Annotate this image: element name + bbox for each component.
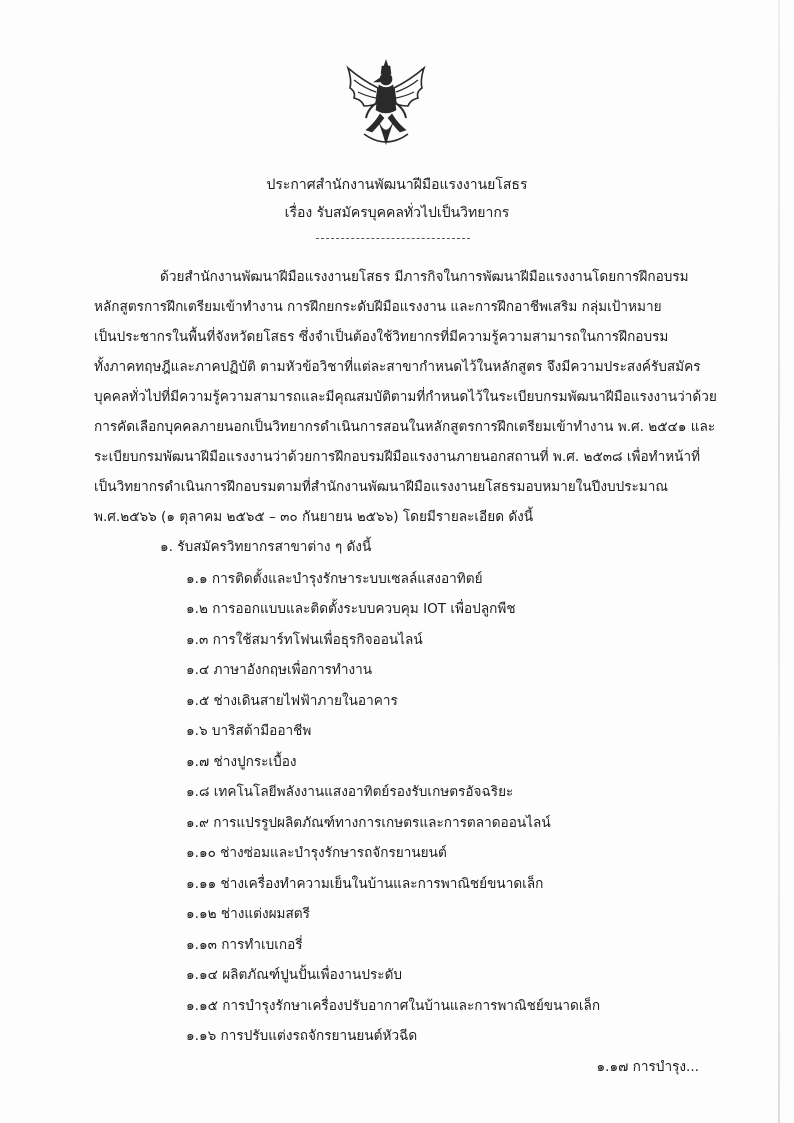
paragraph-line-8: เป็นวิทยากรดำเนินการฝึกอบรมตามที่สำนักงานพัฒนาฝีมือแรงงานยโสธรมอบหมายในปีงบประมาณ	[94, 479, 669, 495]
list-item: ๑.๑ การติดตั้งและบำรุงรักษาระบบเซลล์แสงอาทิตย์	[186, 571, 483, 587]
list-item: ๑.๑๔ ผลิตภัณฑ์ปูนปั้นเพื่องานประดับ	[186, 967, 403, 983]
section-1-heading: ๑. รับสมัครวิทยากรสาขาต่าง ๆ ดังนี้	[160, 539, 372, 555]
title-divider	[316, 238, 470, 239]
list-item: ๑.๗ ช่างปูกระเบื้อง	[186, 754, 297, 770]
announcement-title: ประกาศสำนักงานพัฒนาฝีมือแรงงานยโสธร	[266, 177, 528, 193]
paragraph-line-2: หลักสูตรการฝึกเตรียมเข้าทำงาน การฝึกยกระดับฝีมือแรงงาน และการฝึกอาชีพเสริม กลุ่มเป้าหมาย	[94, 299, 662, 315]
paragraph-line-4: ทั้งภาคทฤษฎีและภาคปฏิบัติ ตามหัวข้อวิชาที่แต่ละสาขากำหนดไว้ในหลักสูตร จึงมีความประสงค์รับสมัคร	[94, 359, 701, 375]
list-item: ๑.๓ การใช้สมาร์ทโฟนเพื่อธุรกิจออนไลน์	[186, 632, 423, 648]
list-item: ๑.๑๓ การทำเบเกอรี่	[186, 937, 303, 953]
list-item: ๑.๑๒ ช่างแต่งผมสตรี	[186, 906, 310, 922]
list-item: ๑.๑๑ ช่างเครื่องทำความเย็นในบ้านและการพาณิชย์ขนาดเล็ก	[186, 876, 544, 892]
paragraph-line-6: การคัดเลือกบุคคลภายนอกเป็นวิทยากรดำเนินการสอนในหลักสูตรการฝึกเตรียมเข้าทำงาน พ.ศ. ๒๕๔๑ และ	[94, 419, 716, 435]
paragraph-line-1: ด้วยสำนักงานพัฒนาฝีมือแรงงานยโสธร มีภารกิจในการพัฒนาฝีมือแรงงานโดยการฝึกอบรม	[160, 269, 689, 285]
list-item: ๑.๒ การออกแบบและติดตั้งระบบควบคุม IOT เพื่อปลูกพืช	[186, 601, 516, 617]
list-item: ๑.๔ ภาษาอังกฤษเพื่อการทำงาน	[186, 662, 373, 678]
paragraph-line-5: บุคคลทั่วไปที่มีความรู้ความสามารถและมีคุณสมบัติตามที่กำหนดไว้ในระเบียบกรมพัฒนาฝีมือแรงงานว่าด้วย	[94, 389, 717, 405]
list-item: ๑.๖ บาริสต้ามืออาชีพ	[186, 723, 312, 739]
list-item: ๑.๑๖ การปรับแต่งรถจักรยานยนต์หัวฉีด	[186, 1028, 418, 1044]
scan-edge-shadow	[778, 0, 780, 1123]
list-item: ๑.๕ ช่างเดินสายไฟฟ้าภายในอาคาร	[186, 693, 398, 709]
announcement-subject: เรื่อง รับสมัครบุคคลทั่วไปเป็นวิทยากร	[284, 205, 510, 221]
list-item: ๑.๘ เทคโนโลยีพลังงานแสงอาทิตย์รองรับเกษตรอัจฉริยะ	[186, 784, 514, 800]
list-item: ๑.๙ การแปรรูปผลิตภัณฑ์ทางการเกษตรและการตลาดออนไลน์	[186, 815, 551, 831]
paragraph-line-3: เป็นประชากรในพื้นที่จังหวัดยโสธร ซึ่งจำเป็นต้องใช้วิทยากรที่มีความรู้ความสามารถในการฝึกอบรม	[94, 329, 669, 345]
paragraph-line-7: ระเบียบกรมพัฒนาฝีมือแรงงานว่าด้วยการฝึกอบรมฝีมือแรงงานภายนอกสถานที่ พ.ศ. ๒๕๓๘ เพื่อทำหน้าที่	[94, 449, 701, 465]
list-item: ๑.๑๐ ช่างซ่อมและบำรุงรักษารถจักรยานยนต์	[186, 845, 447, 861]
garuda-emblem-icon	[338, 58, 434, 154]
paragraph-line-9: พ.ศ.๒๕๖๖ (๑ ตุลาคม ๒๕๖๕ – ๓๐ กันยายน ๒๕๖๖) โดยมีรายละเอียด ดังนี้	[94, 509, 534, 525]
list-item: ๑.๑๕ การบำรุงรักษาเครื่องปรับอากาศในบ้านและการพาณิชย์ขนาดเล็ก	[186, 998, 601, 1014]
page-continuation: ๑.๑๗ การบำรุง...	[596, 1059, 699, 1075]
